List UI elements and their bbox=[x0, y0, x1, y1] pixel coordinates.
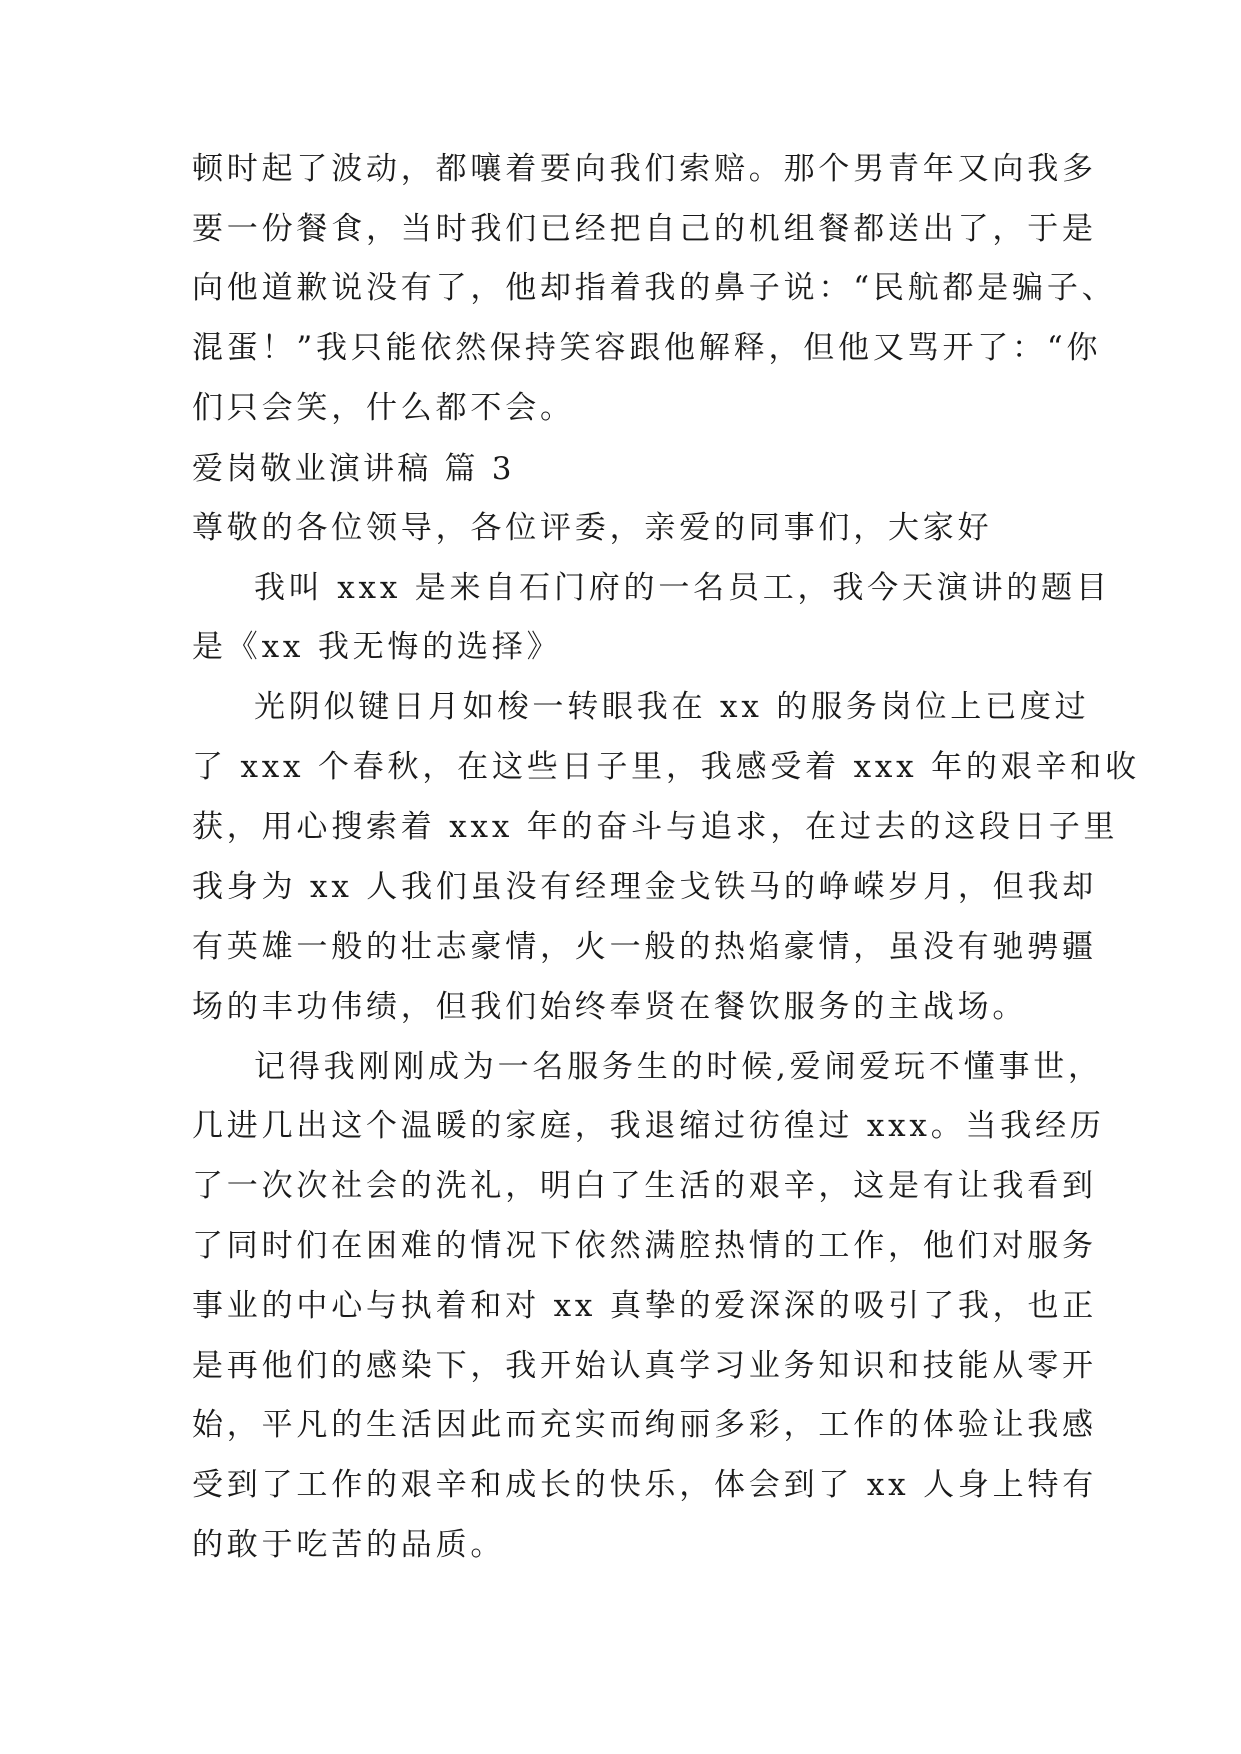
text-line: 向他道歉说没有了，他却指着我的鼻子说：“民航都是骗子、 bbox=[192, 270, 1117, 306]
text-line: 了同时们在困难的情况下依然满腔热情的工作，他们对服务 bbox=[192, 1228, 1097, 1264]
text-line: 获，用心搜索着 xxx 年的奋斗与追求，在过去的这段日子里 bbox=[192, 809, 1119, 845]
section-title: 爱岗敬业演讲稿 篇 3 bbox=[192, 451, 515, 487]
text-line: 是再他们的感染下，我开始认真学习业务知识和技能从零开 bbox=[192, 1348, 1097, 1384]
text-line: 我身为 xx 人我们虽没有经理金戈铁马的峥嵘岁月，但我却 bbox=[192, 869, 1098, 905]
text-line: 了一次次社会的洗礼，明白了生活的艰辛，这是有让我看到 bbox=[192, 1168, 1097, 1204]
text-line: 事业的中心与执着和对 xx 真挚的爱深深的吸引了我，也正 bbox=[192, 1288, 1098, 1324]
text-line: 了 xxx 个春秋，在这些日子里，我感受着 xxx 年的艰辛和收 bbox=[192, 749, 1140, 785]
salutation-line: 尊敬的各位领导，各位评委，亲爱的同事们，大家好 bbox=[192, 510, 993, 546]
text-line: 记得我刚刚成为一名服务生的时候,爱闹爱玩不懂事世， bbox=[254, 1049, 1103, 1085]
text-line: 混蛋！”我只能依然保持笑容跟他解释，但他又骂开了：“你 bbox=[192, 330, 1102, 366]
text-line: 是《xx 我无悔的选择》 bbox=[192, 629, 562, 665]
text-line: 始，平凡的生活因此而充实而绚丽多彩，工作的体验让我感 bbox=[192, 1407, 1097, 1443]
text-line: 几进几出这个温暖的家庭，我退缩过彷徨过 xxx。当我经历 bbox=[192, 1108, 1105, 1144]
text-line: 要一份餐食，当时我们已经把自己的机组餐都送出了，于是 bbox=[192, 211, 1097, 247]
text-line: 光阴似键日月如梭一转眼我在 xx 的服务岗位上已度过 bbox=[254, 689, 1090, 725]
text-line: 们只会笑，什么都不会。 bbox=[192, 390, 575, 426]
text-line: 的敢于吃苦的品质。 bbox=[192, 1527, 506, 1563]
text-line: 顿时起了波动，都嚷着要向我们索赔。那个男青年又向我多 bbox=[192, 151, 1097, 187]
text-line: 受到了工作的艰辛和成长的快乐，体会到了 xx 人身上特有 bbox=[192, 1467, 1098, 1503]
text-line: 场的丰功伟绩，但我们始终奉贤在餐饮服务的主战场。 bbox=[192, 989, 1028, 1025]
text-line: 有英雄一般的壮志豪情，火一般的热焰豪情，虽没有驰骋疆 bbox=[192, 929, 1097, 965]
text-line: 我叫 xxx 是来自石门府的一名员工，我今天演讲的题目 bbox=[254, 570, 1111, 606]
